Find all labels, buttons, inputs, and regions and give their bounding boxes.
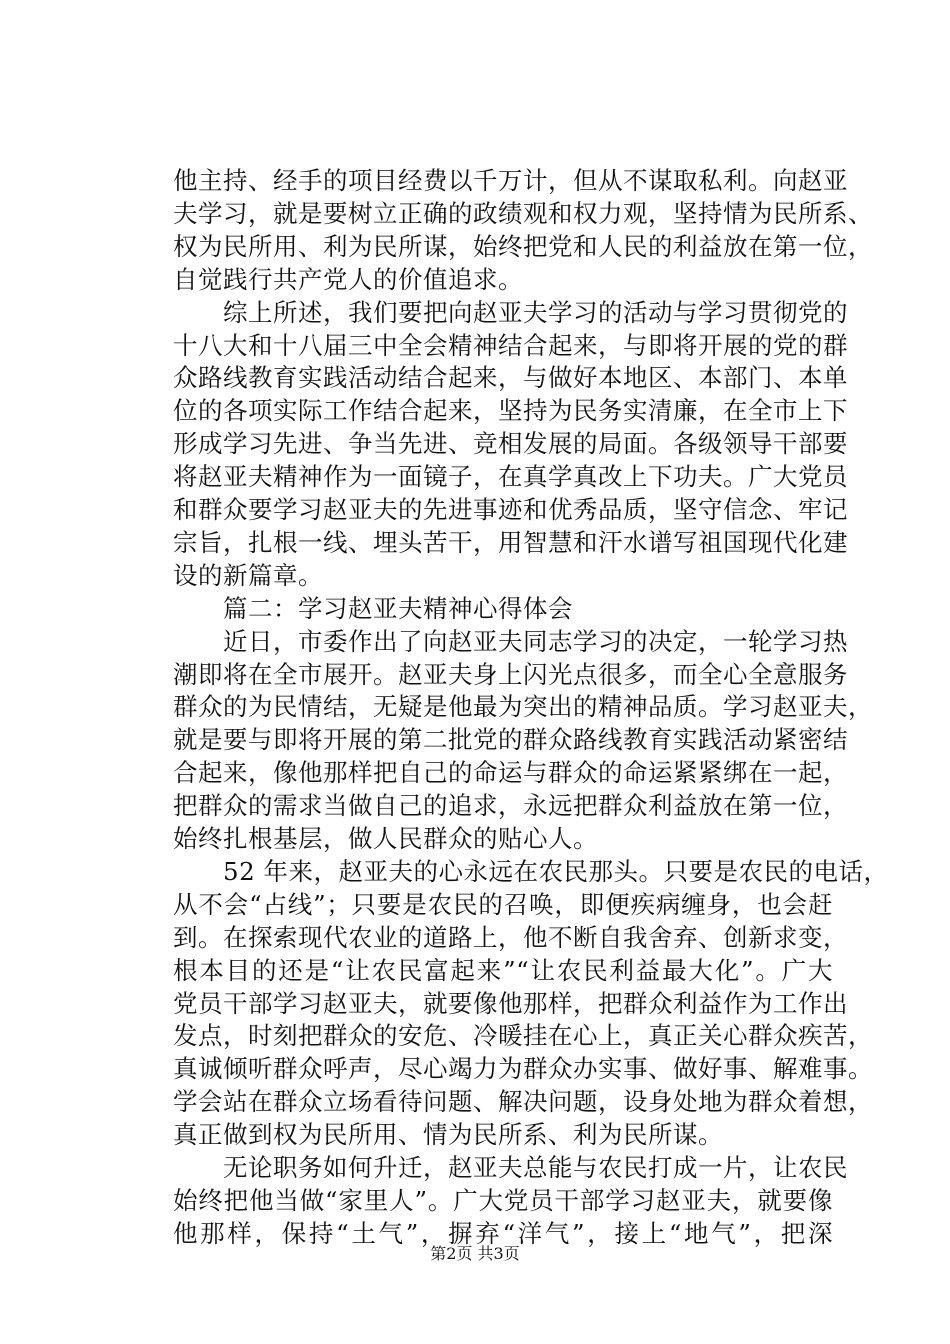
text-line: 把群众的需求当做自己的追求，永远把群众利益放在第一位，	[173, 791, 848, 820]
text-line: 形成学习先进、争当先进、竞相发展的局面。各级领导干部要	[173, 429, 848, 458]
text-line: 到。在探索现代农业的道路上，他不断自我舍弃、创新求变，	[173, 923, 848, 952]
text-line: 无论职务如何升迁，赵亚夫总能与农民打成一片，让农民	[173, 1153, 848, 1182]
text-line: 他主持、经手的项目经费以千万计，但从不谋取私利。向赵亚	[173, 166, 848, 195]
text-line: 潮即将在全市展开。赵亚夫身上闪光点很多，而全心全意服务	[173, 660, 848, 689]
text-line: 他那样，保持“土气”，摒弃“洋气”，接上“地气”，把深	[173, 1219, 833, 1248]
text-line: 合起来，像他那样把自己的命运与群众的命运紧紧绑在一起，	[173, 758, 848, 787]
text-line: 学会站在群众立场看待问题、解决问题，设身处地为群众着想，	[173, 1087, 873, 1116]
text-line: 从不会“占线”；只要是农民的召唤，即便疾病缠身，也会赶	[173, 890, 833, 919]
text-line: 众路线教育实践活动结合起来，与做好本地区、本部门、本单	[173, 363, 848, 392]
text-line: 近日，市委作出了向赵亚夫同志学习的决定，一轮学习热	[173, 627, 848, 656]
text-line: 真诚倾听群众呼声，尽心竭力为群众办实事、做好事、解难事。	[173, 1054, 873, 1083]
text-line: 自觉践行共产党人的价值追求。	[173, 265, 523, 294]
section-heading: 篇二：学习赵亚夫精神心得体会	[173, 594, 573, 623]
text-line: 始终把他当做“家里人”。广大党员干部学习赵亚夫，就要像	[173, 1186, 833, 1215]
text-line: 群众的为民情结，无疑是他最为突出的精神品质。学习赵亚夫，	[173, 692, 873, 721]
text-line: 党员干部学习赵亚夫，就要像他那样，把群众利益作为工作出	[173, 989, 848, 1018]
text-line: 真正做到权为民所用、情为民所系、利为民所谋。	[173, 1120, 723, 1149]
text-line: 夫学习，就是要树立正确的政绩观和权力观，坚持情为民所系、	[173, 199, 873, 228]
text-line: 始终扎根基层，做人民群众的贴心人。	[173, 824, 598, 853]
text-line: 权为民所用、利为民所谋，始终把党和人民的利益放在第一位，	[173, 232, 873, 261]
text-line: 发点，时刻把群众的安危、冷暖挂在心上，真正关心群众疾苦，	[173, 1021, 873, 1050]
text-line: 和群众要学习赵亚夫的先进事迹和优秀品质，坚守信念、牢记	[173, 495, 848, 524]
text-line: 宗旨，扎根一线、埋头苦干，用智慧和汗水谱写祖国现代化建	[173, 528, 848, 557]
text-line: 根本目的还是“让农民富起来”“让农民利益最大化”。广大	[173, 956, 833, 985]
page-number-footer: 第2页 共3页	[430, 1244, 520, 1263]
text-line: 就是要与即将开展的第二批党的群众路线教育实践活动紧密结	[173, 725, 848, 754]
text-line: 位的各项实际工作结合起来，坚持为民务实清廉，在全市上下	[173, 396, 848, 425]
text-line: 设的新篇章。	[173, 561, 323, 590]
text-line: 将赵亚夫精神作为一面镜子，在真学真改上下功夫。广大党员	[173, 462, 848, 491]
text-line: 52 年来，赵亚夫的心永远在农民那头。只要是农民的电话，	[173, 857, 889, 886]
text-line: 综上所述，我们要把向赵亚夫学习的活动与学习贯彻党的	[173, 298, 848, 327]
text-line: 十八大和十八届三中全会精神结合起来，与即将开展的党的群	[173, 331, 848, 360]
